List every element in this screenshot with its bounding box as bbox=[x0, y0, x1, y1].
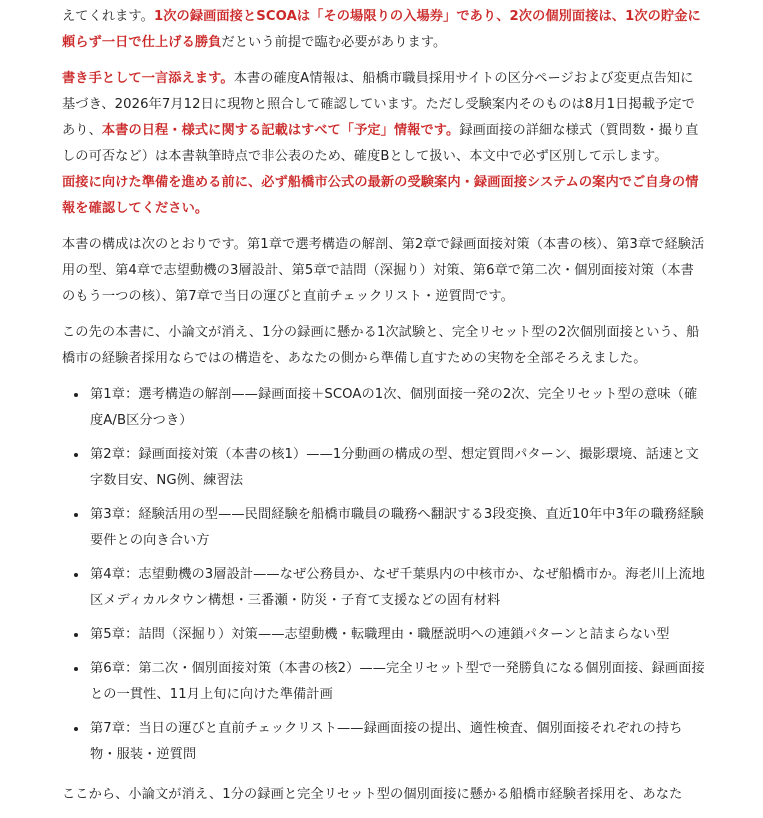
author-note-emphasis: 本書の日程・様式に関する記載はすべて「予定」情報です。 bbox=[101, 123, 460, 138]
author-note-text-b: 録画面接の詳細な様式（質問数・撮り直しの可否など）は本書執筆時点で非公表のため、確度Bとして扱い、本文中で必ず区別して示します。 bbox=[62, 123, 699, 164]
intro-paragraph bbox=[62, 4, 705, 56]
intro-text-b: だという前提で臨む必要があります。 bbox=[221, 35, 447, 50]
chapter-list bbox=[62, 382, 705, 768]
chapter-item: • 第4章：志望動機の3層設計——なぜ公務員か、なぜ千葉県内の中核市か、なぜ船橋市か。海老川上流地区メディカルタウン構想・三番瀬・防災・子育て支援などの固有材料 bbox=[88, 562, 705, 614]
chapter-item: • 第5章：詰問（深掘り）対策——志望動機・転職理由・職歴説明への連鎖パターンと詰まらない型 bbox=[88, 622, 705, 648]
structure-paragraph: 本書の構成は次のとおりです。第1章で選考構造の解剖、第2章で録画面接対策（本書の核）、第3章で経験活用の型、第4章で志望動機の3層設計、第5章で詰問（深掘り）対策、第6章で第二次・個別面接対策（本書のもう一つの核）、第7章で当日の運びと直前チェックリスト・逆質問です。 bbox=[62, 237, 705, 304]
author-note-warning: 面接に向けた準備を進める前に、必ず船橋市公式の最新の受験案内・録画面接システムの案内でご自身の情報を確認してください。 bbox=[62, 175, 699, 216]
closing-paragraph: ここから、小論文が消え、1分の録画と完全リセット型の個別面接に懸かる船橋市経験者採用を、あなた bbox=[62, 787, 683, 802]
chapter-item: • 第6章：第二次・個別面接対策（本書の核2）——完全リセット型で一発勝負になる個別面接、録画面接との一貫性、11月上旬に向けた準備計画 bbox=[88, 656, 705, 708]
intro-text-a: えてくれます。 bbox=[62, 9, 154, 24]
author-note-lead: 書き手として一言添えます。 bbox=[62, 71, 234, 86]
chapter-item: • 第3章：経験活用の型——民間経験を船橋市職員の職務へ翻訳する3段変換、直近10年中3年の職務経験要件との向き合い方 bbox=[88, 502, 705, 554]
chapter-item: • 第2章：録画面接対策（本書の核1）——1分動画の構成の型、想定質問パターン、撮影環境、話速と文字数目安、NG例、練習法 bbox=[88, 442, 705, 494]
chapter-item: • 第1章：選考構造の解剖——録画面接＋SCOAの1次、個別面接一発の2次、完全リセット型の意味（確度A/B区分つき） bbox=[88, 382, 705, 434]
author-note-text-a: 本書の確度A情報は、船橋市職員採用サイトの区分ページおよび変更点告知に基づき、2026年7月12日に現物と照合して確認しています。ただし受験案内そのものは8月1日掲載予定であり、 bbox=[62, 71, 695, 138]
intro-emphasis: 1次の録画面接とSCOAは「その場限りの入場券」であり、2次の個別面接は、1次の貯金に頼らず一日で仕上げる勝負 bbox=[62, 9, 701, 50]
chapter-item: • 第7章：当日の運びと直前チェックリスト——録画面接の提出、適性検査、個別面接それぞれの持ち物・服装・逆質問 bbox=[88, 716, 705, 768]
summary-paragraph: この先の本書に、小論文が消え、1分の録画に懸かる1次試験と、完全リセット型の2次個別面接という、船橋市の経験者採用ならではの構造を、あなたの側から準備し直すための実物を全部そろえました。 bbox=[62, 325, 700, 366]
article-body bbox=[62, 4, 705, 818]
author-note-paragraph bbox=[62, 66, 705, 222]
